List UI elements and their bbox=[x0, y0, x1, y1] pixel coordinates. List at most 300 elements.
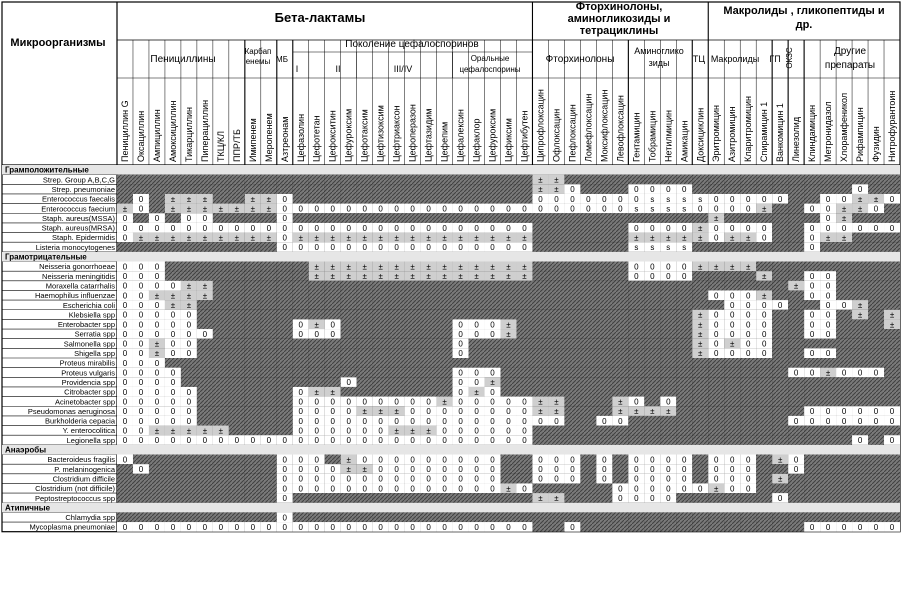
sensitivity-mark: 0 bbox=[634, 262, 639, 272]
sensitivity-cell bbox=[852, 290, 868, 300]
sensitivity-cell bbox=[453, 300, 469, 310]
sensitivity-cell bbox=[788, 397, 804, 407]
sensitivity-cell bbox=[644, 213, 660, 223]
sensitivity-cell bbox=[676, 377, 692, 387]
drug-header: ППР/ТБ bbox=[231, 129, 242, 162]
sensitivity-cell bbox=[516, 290, 532, 300]
sensitivity-mark: 0 bbox=[666, 465, 671, 474]
sensitivity-mark: ± bbox=[522, 233, 527, 243]
sensitivity-cell bbox=[660, 512, 676, 522]
sensitivity-cell bbox=[277, 184, 293, 194]
sensitivity-cell bbox=[165, 358, 181, 368]
sensitivity-mark: 0 bbox=[666, 455, 671, 465]
sensitivity-mark: 0 bbox=[378, 397, 383, 407]
sensitivity-cell bbox=[197, 271, 213, 281]
sensitivity-cell bbox=[660, 522, 676, 532]
sensitivity-mark: 0 bbox=[634, 397, 639, 407]
sensitivity-cell bbox=[229, 281, 245, 291]
sensitivity-cell bbox=[708, 493, 724, 503]
sensitivity-cell bbox=[772, 406, 788, 416]
sensitivity-cell bbox=[373, 290, 389, 300]
sensitivity-cell bbox=[149, 242, 165, 252]
sensitivity-cell bbox=[357, 348, 373, 358]
sensitivity-cell bbox=[261, 262, 277, 272]
sensitivity-cell bbox=[772, 223, 788, 233]
sensitivity-cell bbox=[548, 483, 564, 493]
sensitivity-cell bbox=[197, 184, 213, 194]
sensitivity-mark: ± bbox=[714, 262, 719, 272]
sensitivity-mark: 0 bbox=[538, 204, 543, 214]
sensitivity-mark: 0 bbox=[426, 465, 431, 474]
sensitivity-cell bbox=[724, 512, 740, 522]
sensitivity-cell bbox=[261, 319, 277, 329]
sensitivity-mark: 0 bbox=[154, 416, 160, 426]
sensitivity-cell bbox=[277, 300, 293, 310]
sensitivity-cell bbox=[852, 358, 868, 368]
subgroup-fluoroquinolones: Фторхинолоны bbox=[545, 54, 615, 65]
sensitivity-cell bbox=[261, 329, 277, 339]
sensitivity-mark: 0 bbox=[714, 291, 719, 301]
sensitivity-mark: ± bbox=[170, 300, 176, 310]
sensitivity-cell bbox=[644, 377, 660, 387]
sensitivity-mark: ± bbox=[618, 397, 623, 407]
sensitivity-mark: ± bbox=[298, 233, 303, 243]
sensitivity-mark: 0 bbox=[410, 407, 415, 417]
sensitivity-mark: ± bbox=[698, 233, 703, 243]
sensitivity-cell bbox=[868, 310, 884, 320]
sensitivity-cell bbox=[868, 242, 884, 252]
sensitivity-mark: 0 bbox=[314, 223, 319, 233]
sensitivity-mark: 0 bbox=[458, 397, 463, 407]
sensitivity-cell bbox=[788, 319, 804, 329]
sensitivity-cell bbox=[277, 262, 293, 272]
sensitivity-mark: 0 bbox=[314, 455, 319, 465]
sensitivity-cell bbox=[564, 493, 580, 503]
sensitivity-mark: ± bbox=[857, 204, 863, 214]
sensitivity-mark: ± bbox=[522, 272, 527, 281]
sensitivity-cell bbox=[213, 290, 229, 300]
sensitivity-cell bbox=[596, 512, 612, 522]
sensitivity-mark: 0 bbox=[186, 397, 192, 407]
sensitivity-mark: 0 bbox=[122, 358, 128, 368]
sensitivity-cell bbox=[245, 406, 261, 416]
sensitivity-mark: 0 bbox=[298, 387, 303, 397]
sensitivity-cell bbox=[165, 464, 181, 474]
sensitivity-cell bbox=[229, 406, 245, 416]
sensitivity-mark: 0 bbox=[442, 436, 447, 446]
sensitivity-cell bbox=[884, 397, 900, 407]
sensitivity-cell bbox=[548, 348, 564, 358]
sensitivity-mark: 0 bbox=[330, 320, 335, 330]
sensitivity-cell bbox=[165, 493, 181, 503]
sensitivity-cell bbox=[373, 358, 389, 368]
sensitivity-cell bbox=[692, 271, 708, 281]
sensitivity-mark: 0 bbox=[122, 426, 128, 436]
sensitivity-cell bbox=[580, 262, 596, 272]
sensitivity-mark: 0 bbox=[873, 522, 879, 532]
sensitivity-cell bbox=[261, 464, 277, 474]
sensitivity-cell bbox=[820, 339, 836, 349]
sensitivity-cell bbox=[437, 194, 453, 204]
sensitivity-cell bbox=[836, 184, 852, 194]
sensitivity-mark: 0 bbox=[266, 223, 272, 233]
sensitivity-cell bbox=[309, 281, 325, 291]
sensitivity-cell bbox=[660, 358, 676, 368]
sensitivity-mark: 0 bbox=[666, 272, 671, 281]
sensitivity-cell bbox=[181, 262, 197, 272]
sensitivity-cell bbox=[325, 455, 341, 465]
sensitivity-cell bbox=[804, 339, 820, 349]
sensitivity-mark: 0 bbox=[474, 329, 479, 339]
sensitivity-cell bbox=[501, 281, 517, 291]
sensitivity-cell bbox=[676, 175, 692, 185]
sensitivity-cell bbox=[229, 242, 245, 252]
sensitivity-cell bbox=[820, 426, 836, 436]
sensitivity-cell bbox=[740, 426, 756, 436]
organism-label: Haemophilus influenzae bbox=[34, 291, 115, 301]
sensitivity-cell bbox=[293, 213, 309, 223]
sensitivity-mark: 0 bbox=[602, 194, 607, 204]
sensitivity-cell bbox=[485, 213, 501, 223]
sensitivity-mark: ± bbox=[666, 407, 671, 417]
sensitivity-mark: ± bbox=[714, 484, 719, 494]
sensitivity-mark: 0 bbox=[729, 465, 735, 474]
sensitivity-mark: ± bbox=[314, 387, 319, 397]
sensitivity-cell bbox=[612, 368, 628, 378]
sensitivity-mark: ± bbox=[378, 272, 383, 281]
sensitivity-mark: 0 bbox=[634, 455, 639, 465]
sensitivity-cell bbox=[756, 281, 772, 291]
sensitivity-mark: 0 bbox=[682, 185, 687, 195]
sensitivity-cell bbox=[117, 464, 133, 474]
sensitivity-cell bbox=[660, 213, 676, 223]
sensitivity-mark: 0 bbox=[218, 436, 224, 446]
sensitivity-mark: 0 bbox=[474, 426, 479, 436]
sensitivity-mark: 0 bbox=[186, 223, 192, 233]
sensitivity-cell bbox=[149, 194, 165, 204]
sensitivity-cell bbox=[485, 512, 501, 522]
sensitivity-mark: 0 bbox=[170, 368, 176, 378]
sensitivity-cell bbox=[596, 262, 612, 272]
sensitivity-mark: 0 bbox=[154, 387, 160, 397]
sensitivity-cell bbox=[293, 184, 309, 194]
sensitivity-cell bbox=[836, 290, 852, 300]
sensitivity-mark: ± bbox=[618, 407, 623, 417]
sensitivity-cell bbox=[788, 474, 804, 484]
sensitivity-mark: 0 bbox=[394, 416, 399, 426]
organism-label: Serratia spp bbox=[74, 329, 115, 339]
sensitivity-cell bbox=[357, 300, 373, 310]
organism-label: Enterobacter spp bbox=[57, 320, 115, 330]
sensitivity-cell bbox=[548, 512, 564, 522]
sensitivity-cell bbox=[117, 175, 133, 185]
sensitivity-mark: 0 bbox=[394, 455, 399, 465]
sensitivity-cell bbox=[724, 184, 740, 194]
sensitivity-cell bbox=[357, 358, 373, 368]
sensitivity-mark: 0 bbox=[202, 214, 208, 224]
sensitivity-mark: 0 bbox=[650, 474, 655, 484]
sensitivity-cell bbox=[708, 271, 724, 281]
sensitivity-mark: 0 bbox=[170, 378, 176, 388]
sensitivity-cell bbox=[868, 281, 884, 291]
sensitivity-mark: 0 bbox=[170, 223, 176, 233]
sensitivity-cell bbox=[261, 242, 277, 252]
sensitivity-mark: 0 bbox=[170, 339, 176, 349]
sensitivity-mark: ± bbox=[458, 262, 463, 272]
sensitivity-mark: 0 bbox=[362, 484, 367, 494]
sensitivity-mark: 0 bbox=[266, 522, 272, 532]
sensitivity-cell bbox=[245, 175, 261, 185]
sensitivity-mark: ± bbox=[506, 320, 511, 330]
sensitivity-mark: 0 bbox=[474, 407, 479, 417]
sensitivity-cell bbox=[868, 474, 884, 484]
sensitivity-cell bbox=[405, 493, 421, 503]
sensitivity-cell bbox=[405, 348, 421, 358]
sensitivity-mark: 0 bbox=[490, 397, 495, 407]
sensitivity-cell bbox=[245, 262, 261, 272]
sensitivity-mark: 0 bbox=[458, 204, 463, 214]
sensitivity-mark: 0 bbox=[490, 223, 495, 233]
sensitivity-mark: 0 bbox=[330, 416, 335, 426]
sensitivity-mark: 0 bbox=[282, 223, 288, 233]
sensitivity-mark: 0 bbox=[745, 320, 751, 330]
sensitivity-cell bbox=[325, 175, 341, 185]
sensitivity-cell bbox=[213, 464, 229, 474]
sensitivity-mark: 0 bbox=[346, 378, 351, 388]
sensitivity-mark: 0 bbox=[458, 329, 463, 339]
sensitivity-cell bbox=[261, 474, 277, 484]
sensitivity-mark: 0 bbox=[873, 223, 879, 233]
sensitivity-cell bbox=[277, 290, 293, 300]
sensitivity-mark: ± bbox=[698, 262, 703, 272]
sensitivity-cell bbox=[181, 464, 197, 474]
sensitivity-mark: 0 bbox=[314, 204, 319, 214]
sensitivity-mark: 0 bbox=[650, 465, 655, 474]
sensitivity-mark: s bbox=[666, 204, 671, 214]
sensitivity-cell bbox=[261, 493, 277, 503]
corner-label: Микроорганизмы bbox=[10, 37, 106, 49]
sensitivity-cell bbox=[229, 416, 245, 426]
sensitivity-mark: ± bbox=[362, 407, 367, 417]
sensitivity-mark: 0 bbox=[506, 407, 511, 417]
sensitivity-cell bbox=[245, 464, 261, 474]
sensitivity-cell bbox=[197, 319, 213, 329]
sensitivity-cell bbox=[229, 310, 245, 320]
sensitivity-mark: 0 bbox=[634, 465, 639, 474]
sensitivity-cell bbox=[692, 242, 708, 252]
sensitivity-cell bbox=[852, 387, 868, 397]
sensitivity-mark: 0 bbox=[394, 465, 399, 474]
sensitivity-mark: 0 bbox=[330, 522, 335, 532]
sensitivity-mark: 0 bbox=[426, 436, 431, 446]
sensitivity-cell bbox=[676, 290, 692, 300]
sensitivity-mark: ± bbox=[186, 291, 192, 301]
drug-header: Цефтизоксим bbox=[375, 105, 386, 162]
sensitivity-mark: 0 bbox=[809, 281, 815, 291]
sensitivity-cell bbox=[532, 522, 548, 532]
sensitivity-cell bbox=[437, 377, 453, 387]
sensitivity-mark: ± bbox=[745, 262, 751, 272]
sensitivity-cell bbox=[708, 368, 724, 378]
sensitivity-cell bbox=[165, 455, 181, 465]
sensitivity-mark: 0 bbox=[138, 329, 144, 339]
sensitivity-mark: 0 bbox=[538, 455, 543, 465]
sensitivity-mark: 0 bbox=[729, 474, 735, 484]
sensitivity-cell bbox=[165, 512, 181, 522]
sensitivity-mark: ± bbox=[714, 214, 719, 224]
sensitivity-cell bbox=[277, 426, 293, 436]
sensitivity-cell bbox=[245, 358, 261, 368]
sensitivity-cell bbox=[165, 271, 181, 281]
sensitivity-mark: 0 bbox=[378, 465, 383, 474]
sensitivity-mark: ± bbox=[730, 233, 735, 243]
sensitivity-mark: s bbox=[682, 194, 687, 204]
sensitivity-cell bbox=[628, 416, 644, 426]
sensitivity-mark: 0 bbox=[410, 465, 415, 474]
sensitivity-cell bbox=[612, 223, 628, 233]
category-row-bg bbox=[2, 503, 900, 513]
sensitivity-mark: 0 bbox=[122, 281, 128, 291]
sensitivity-cell bbox=[325, 310, 341, 320]
sensitivity-cell bbox=[580, 348, 596, 358]
sensitivity-cell bbox=[229, 377, 245, 387]
sensitivity-mark: 0 bbox=[346, 397, 351, 407]
sensitivity-cell bbox=[740, 435, 756, 445]
sensitivity-mark: 0 bbox=[298, 320, 303, 330]
sensitivity-cell bbox=[229, 512, 245, 522]
sensitivity-cell bbox=[117, 242, 133, 252]
sensitivity-cell bbox=[229, 387, 245, 397]
sensitivity-cell bbox=[437, 213, 453, 223]
sensitivity-cell bbox=[197, 358, 213, 368]
sensitivity-mark: 0 bbox=[825, 281, 831, 291]
organism-label: Providencia spp bbox=[61, 377, 115, 387]
sensitivity-cell bbox=[804, 194, 820, 204]
sensitivity-cell bbox=[245, 348, 261, 358]
sensitivity-cell bbox=[644, 175, 660, 185]
drug-header: Доксициклин bbox=[695, 107, 706, 162]
sensitivity-cell bbox=[772, 262, 788, 272]
sensitivity-mark: 0 bbox=[394, 484, 399, 494]
sensitivity-cell bbox=[181, 184, 197, 194]
sensitivity-mark: 0 bbox=[426, 522, 431, 532]
sensitivity-cell bbox=[357, 368, 373, 378]
organism-label: Clostridium (not difficile) bbox=[35, 484, 115, 494]
sensitivity-cell bbox=[708, 522, 724, 532]
sensitivity-cell bbox=[341, 512, 357, 522]
sensitivity-cell bbox=[133, 184, 149, 194]
sensitivity-cell bbox=[229, 397, 245, 407]
sensitivity-cell bbox=[660, 339, 676, 349]
sensitivity-mark: 0 bbox=[650, 484, 655, 494]
sensitivity-cell bbox=[405, 184, 421, 194]
sensitivity-mark: 0 bbox=[666, 484, 671, 494]
sensitivity-mark: 0 bbox=[346, 426, 351, 436]
sensitivity-cell bbox=[277, 397, 293, 407]
drug-header: Тикарциллин bbox=[183, 107, 194, 162]
sensitivity-mark: 0 bbox=[122, 272, 128, 281]
sensitivity-mark: 0 bbox=[154, 329, 160, 339]
sensitivity-cell bbox=[437, 175, 453, 185]
drug-header: Оксациллин bbox=[135, 110, 146, 162]
drug-header: Амоксициллин bbox=[167, 100, 178, 162]
sensitivity-mark: 0 bbox=[122, 436, 128, 446]
sensitivity-mark: ± bbox=[554, 175, 559, 185]
sensitivity-mark: 0 bbox=[666, 474, 671, 484]
sensitivity-cell bbox=[309, 377, 325, 387]
sensitivity-mark: 0 bbox=[138, 339, 144, 349]
sensitivity-mark: 0 bbox=[761, 194, 767, 204]
sensitivity-cell bbox=[532, 329, 548, 339]
sensitivity-mark: 0 bbox=[873, 407, 879, 417]
sensitivity-mark: 0 bbox=[889, 416, 895, 426]
sensitivity-mark: ± bbox=[330, 387, 335, 397]
sensitivity-cell bbox=[501, 175, 517, 185]
sensitivity-cell bbox=[596, 397, 612, 407]
sensitivity-cell bbox=[884, 233, 900, 243]
sensitivity-mark: 0 bbox=[825, 310, 831, 320]
sensitivity-mark: 0 bbox=[554, 416, 559, 426]
sensitivity-mark: 0 bbox=[506, 522, 511, 532]
sensitivity-mark: 0 bbox=[602, 455, 607, 465]
sensitivity-cell bbox=[580, 310, 596, 320]
drug-header: Цефепим bbox=[439, 121, 450, 162]
sensitivity-mark: 0 bbox=[442, 465, 447, 474]
sensitivity-mark: 0 bbox=[682, 223, 687, 233]
sensitivity-cell bbox=[836, 262, 852, 272]
sensitivity-cell bbox=[532, 377, 548, 387]
sensitivity-cell bbox=[309, 493, 325, 503]
organism-label: Acinetobacter spp bbox=[54, 397, 115, 407]
sensitivity-mark: 0 bbox=[410, 223, 415, 233]
sensitivity-cell bbox=[612, 310, 628, 320]
sensitivity-cell bbox=[612, 358, 628, 368]
drug-header: Имипенем bbox=[247, 118, 258, 162]
sensitivity-cell bbox=[469, 300, 485, 310]
sensitivity-mark: 0 bbox=[442, 204, 447, 214]
sensitivity-cell bbox=[405, 310, 421, 320]
drug-header: Гентамицин bbox=[631, 112, 642, 162]
sensitivity-mark: 0 bbox=[761, 223, 767, 233]
subgroup-monobactams: МБ bbox=[276, 55, 288, 64]
sensitivity-cell bbox=[341, 368, 357, 378]
sensitivity-cell bbox=[357, 281, 373, 291]
sensitivity-cell bbox=[612, 348, 628, 358]
drug-header: Цефокситин bbox=[327, 110, 338, 162]
sensitivity-cell bbox=[532, 483, 548, 493]
sensitivity-cell bbox=[660, 416, 676, 426]
sensitivity-cell bbox=[421, 377, 437, 387]
group-macro-line2: др. bbox=[795, 19, 813, 31]
sensitivity-mark: 0 bbox=[298, 455, 303, 465]
sensitivity-mark: 0 bbox=[809, 407, 815, 417]
sensitivity-cell bbox=[437, 512, 453, 522]
sensitivity-cell bbox=[884, 329, 900, 339]
sensitivity-cell bbox=[165, 262, 181, 272]
sensitivity-cell bbox=[884, 464, 900, 474]
sensitivity-cell bbox=[389, 348, 405, 358]
sensitivity-cell bbox=[405, 290, 421, 300]
subgroup-other-1: Другие bbox=[833, 46, 867, 57]
sensitivity-cell bbox=[469, 194, 485, 204]
sensitivity-mark: 0 bbox=[490, 522, 495, 532]
sensitivity-cell bbox=[756, 493, 772, 503]
sensitivity-cell bbox=[341, 175, 357, 185]
sensitivity-mark: 0 bbox=[458, 522, 463, 532]
sensitivity-cell bbox=[852, 175, 868, 185]
sensitivity-mark: 0 bbox=[362, 204, 367, 214]
sensitivity-mark: 0 bbox=[873, 204, 879, 214]
